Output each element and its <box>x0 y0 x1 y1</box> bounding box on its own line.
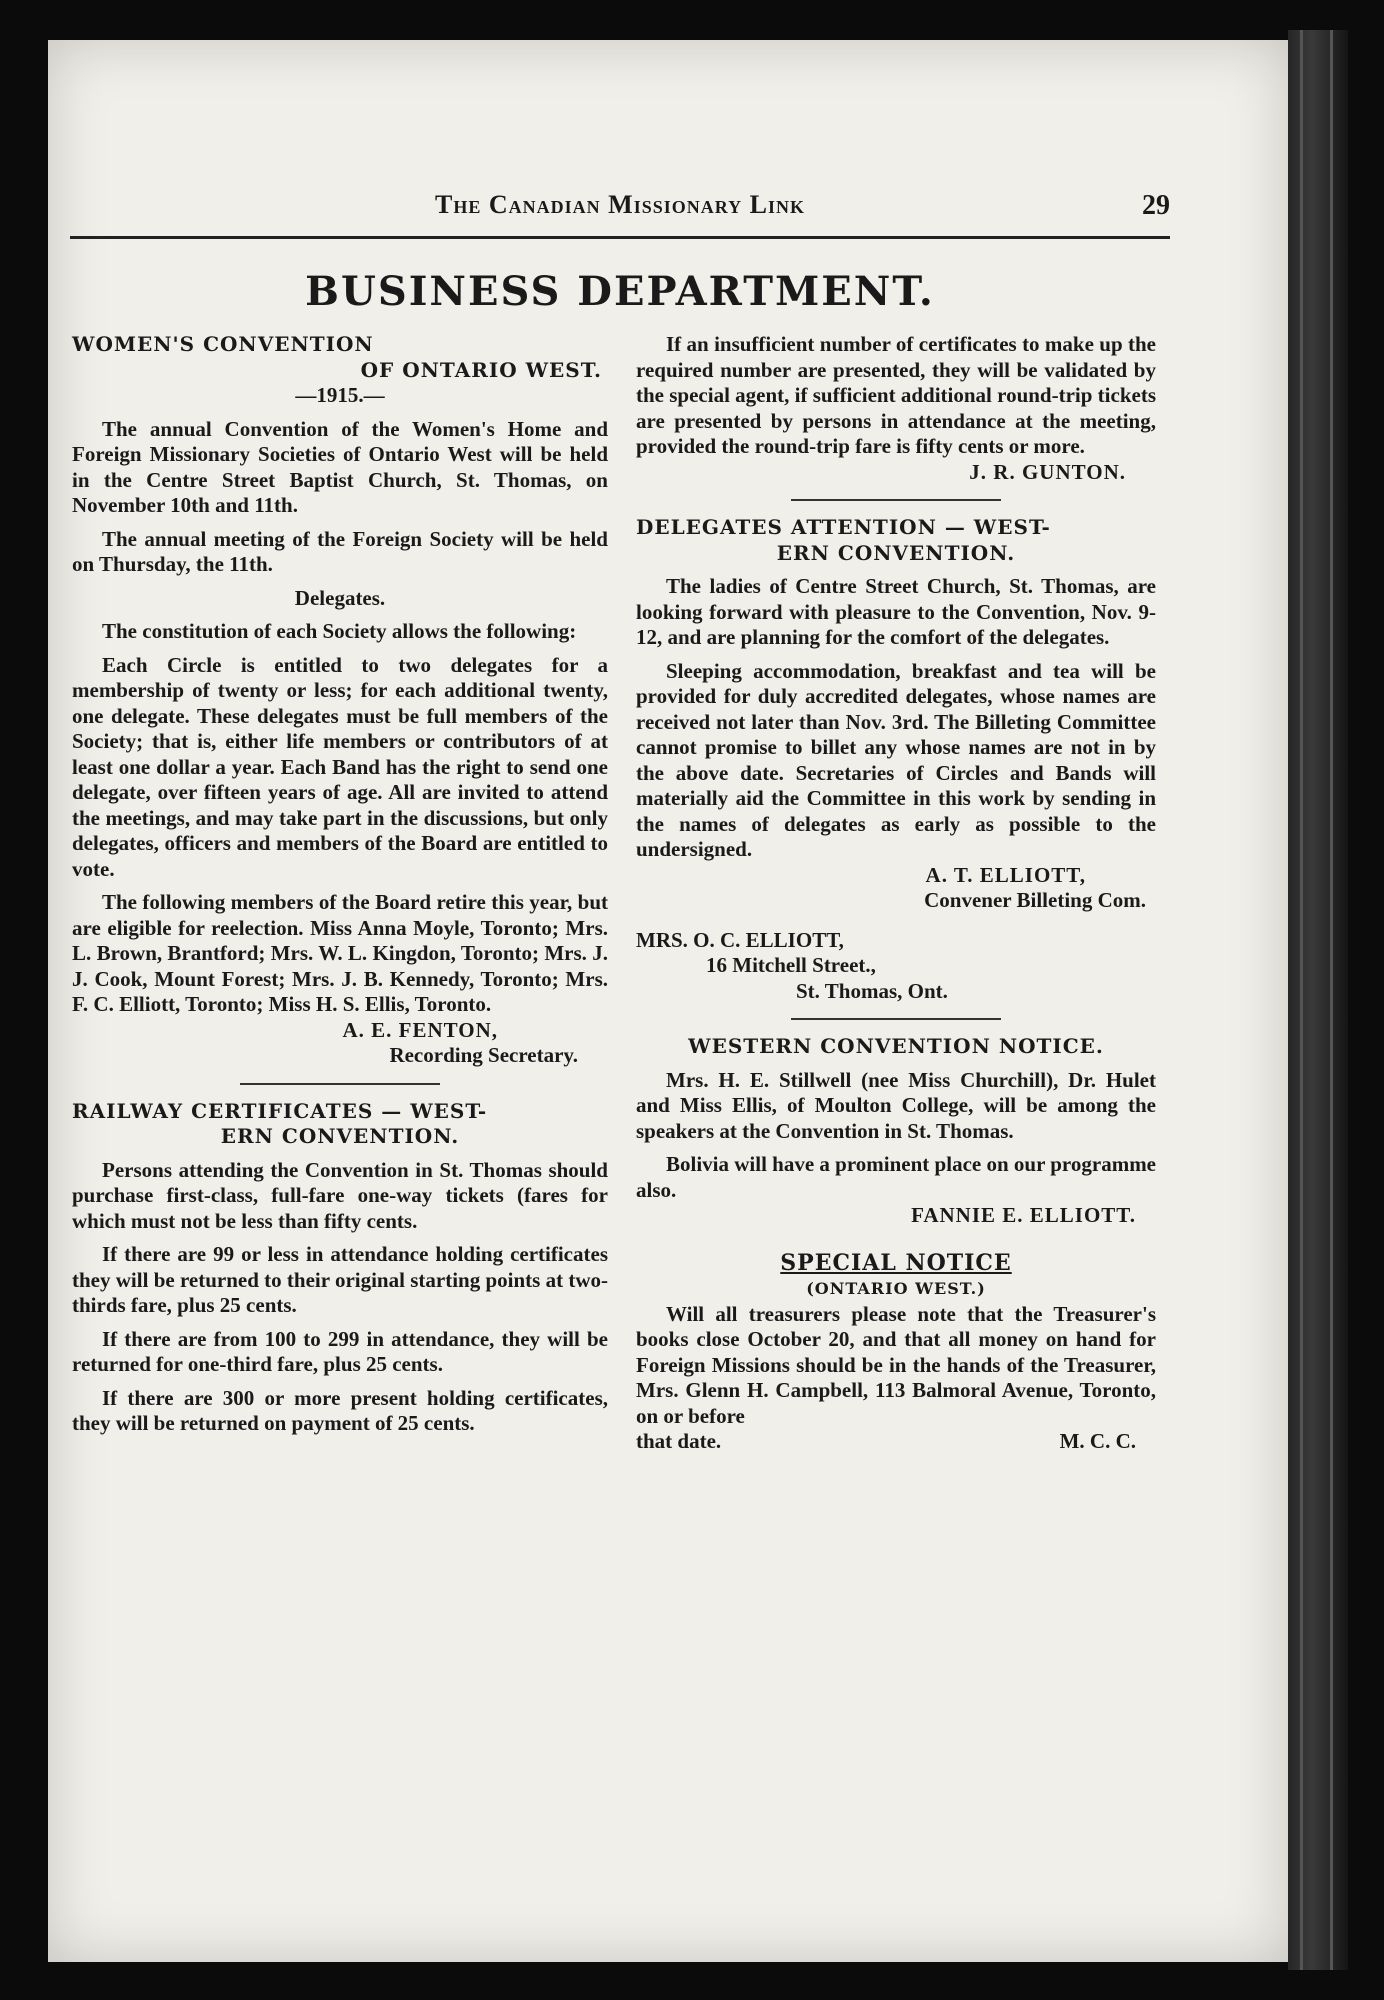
running-header <box>70 150 1170 240</box>
subheading-delegates: Delegates. <box>294 585 386 610</box>
signature: FANNIE E. ELLIOTT. <box>911 1203 1136 1227</box>
section-heading: OF ONTARIO WEST. <box>360 357 602 382</box>
right-column <box>636 332 1156 1455</box>
special-notice-title: SPECIAL NOTICE <box>780 1249 1012 1276</box>
paragraph: The ladies of Centre Street Church, St. Thomas, are looking forward with pleasure to the Convention, Nov. 9-12, and are planning for the comfort of the delegates. <box>636 574 1156 649</box>
signature-title: Convener Billeting Com. <box>924 888 1146 912</box>
special-notice-subtitle: (ONTARIO WEST.) <box>806 1279 986 1298</box>
paragraph: Mrs. H. E. Stillwell (nee Miss Churchill), Dr. Hulet and Miss Ellis, of Moulton College, will be among the speakers at the Convention in St. Thomas. <box>636 1067 1156 1143</box>
running-title: The Canadian Missionary Link <box>435 190 805 219</box>
section-heading: RAILWAY CERTIFICATES — WEST- <box>72 1098 488 1123</box>
paragraph: Bolivia will have a prominent place on our programme also. <box>636 1152 1157 1202</box>
paragraph: If there are 300 or more present holding certificates, they will be returned on payment of 25 cents. <box>72 1385 608 1435</box>
paragraph: The following members of the Board retire this year, but are eligible for reelection. Miss Anna Moyle, Toronto; Mrs. L. Brown, Brantford; Mrs. W. L. Kingdon, Toronto; Mrs. J. J. Cook, Mount Forest; Mrs. J. B. Kennedy, Toronto; Mrs. F. C. Elliott, Toronto; Miss H. S. Ellis, Toronto. <box>72 890 608 1016</box>
paragraph: Persons attending the Convention in St. Thomas should purchase first-class, full-fare one-way tickets (fares for which must not be less than fifty cents. <box>72 1157 608 1233</box>
paragraph: The constitution of each Society allows the following: <box>102 619 577 643</box>
address-name: MRS. O. C. ELLIOTT, <box>636 927 844 952</box>
section-heading: WESTERN CONVENTION NOTICE. <box>688 1034 1104 1058</box>
signature: A. E. FENTON, <box>342 1017 498 1042</box>
page-number: 29 <box>1142 190 1170 221</box>
signature: A. T. ELLIOTT, <box>925 862 1086 887</box>
section-heading: ERN CONVENTION. <box>220 1124 460 1148</box>
closing-line <box>636 1429 1156 1455</box>
spine-edge <box>1300 30 1303 1970</box>
paragraph: If an insufficient number of certificates to make up the required number are presented, they will be validated by the special agent, if sufficient additional round-trip tickets are presented by persons in attendance at the meeting, provided the round-trip fare is fifty cents or more. <box>636 332 1156 458</box>
left-column <box>72 332 608 1437</box>
paragraph: The annual meeting of the Foreign Society will be held on Thursday, the 11th. <box>72 526 608 576</box>
signature: J. R. GUNTON. <box>969 459 1126 484</box>
department-title: BUSINESS DEPARTMENT. <box>305 268 935 315</box>
paragraph: If there are 99 or less in attendance holding certificates they will be returned to their original starting points at two-thirds fare, plus 25 cents. <box>72 1242 608 1317</box>
paragraph: The annual Convention of the Women's Home and Foreign Missionary Societies of Ontario West will be held in the Centre Street Baptist Church, St. Thomas, on November 10th and 11th. <box>72 416 608 517</box>
address-street: 16 Mitchell Street., <box>706 953 876 977</box>
signature-title: Recording Secretary. <box>389 1043 578 1067</box>
section-heading: WOMEN'S CONVENTION <box>72 332 374 356</box>
year-line: —1915.— <box>295 383 385 407</box>
paragraph: If there are from 100 to 299 in attendance, they will be returned for one-third fare, plus 25 cents. <box>72 1326 608 1376</box>
paragraph: Will all treasurers please note that the Treasurer's books close October 20, and that all money on hand for Foreign Missions should be in the hands of the Treasurer, Mrs. Glenn H. Campbell, 113 Balmoral Avenue, Toronto, on or before <box>636 1301 1156 1428</box>
book-spine <box>1288 30 1348 1970</box>
signature: M. C. C. <box>1059 1429 1136 1453</box>
closing-text: that date. <box>636 1429 722 1453</box>
address-city: St. Thomas, Ont. <box>796 978 948 1003</box>
header-rule <box>70 236 1170 239</box>
paragraph: Each Circle is entitled to two delegates for a membership of twenty or less; for each additional twenty, one delegate. These delegates must be full members of the Society; that is, either life members or contributors of at least one dollar a year. Each Band has the right to send one delegate, over fifteen years of age. All are invited to attend the meetings, and may take part in the discussions, but only delegates, officers and members of the Board are entitled to vote. <box>72 652 608 881</box>
section-heading: ERN CONVENTION. <box>776 540 1016 565</box>
spine-edge <box>1330 30 1333 1970</box>
section-heading: DELEGATES ATTENTION — WEST- <box>636 515 1051 539</box>
paragraph: Sleeping accommodation, breakfast and tea will be provided for duly accredited delegates, whose names are received not later than Nov. 3rd. The Billeting Committee cannot promise to billet any whose names are not in by the above date. Secretaries of Circles and Bands will materially aid the Committee in this work by sending in the names of delegates as early as possible to the undersigned. <box>636 658 1156 861</box>
